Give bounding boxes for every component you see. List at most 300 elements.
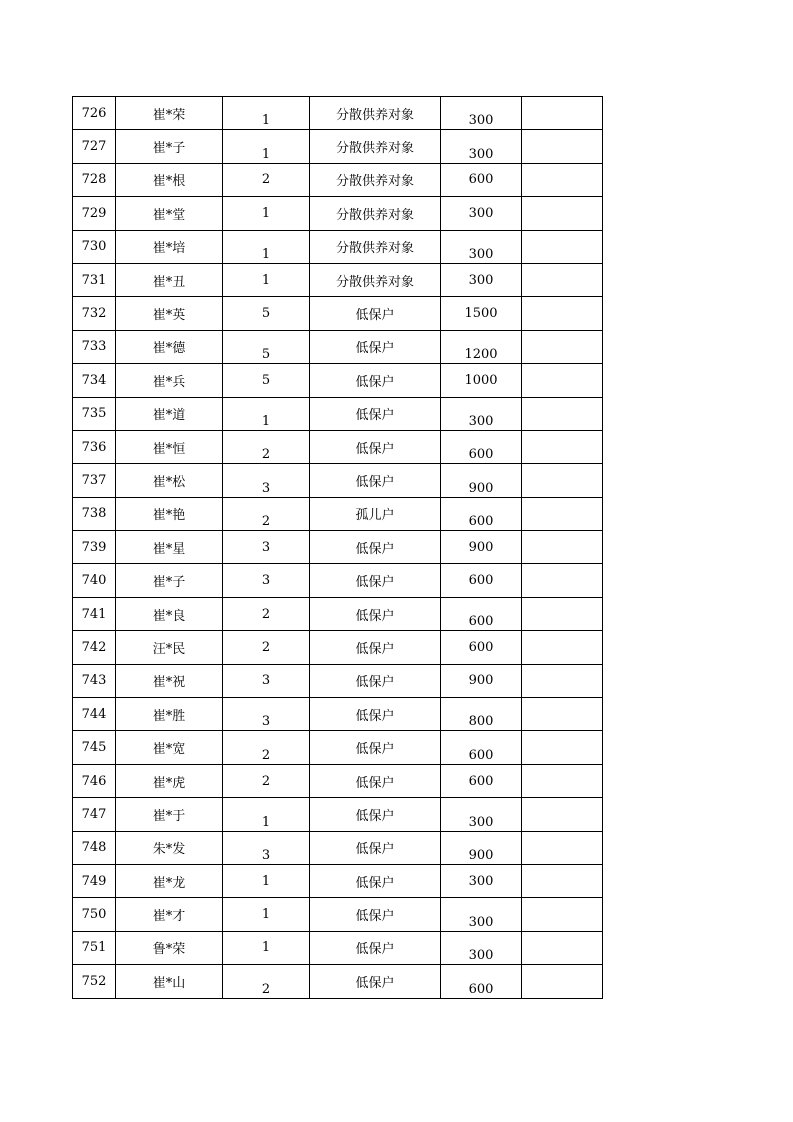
table-row [73,965,603,998]
amount-text: 300 [468,113,494,129]
blank-cell [522,464,603,497]
category-text: 低保户 [355,842,395,858]
category-cell [310,263,441,296]
name-cell [116,564,223,597]
name-text: 汪*民 [152,641,186,657]
name-text: 崔*良 [152,608,186,624]
table-row [73,397,603,430]
amount-cell [441,263,522,296]
category-text: 低保户 [355,875,395,891]
blank-cell [522,364,603,397]
blank-cell [522,597,603,630]
category-cell [310,631,441,664]
name-text: 崔*于 [152,808,186,824]
row-index-text: 752 [81,973,107,989]
amount-cell [441,698,522,731]
amount-text: 600 [468,447,494,463]
category-cell [310,430,441,463]
household-count-cell [223,931,310,964]
row-index-cell [73,831,116,864]
category-cell [310,898,441,931]
name-cell [116,764,223,797]
household-count-text: 5 [261,306,271,322]
household-count-cell [223,397,310,430]
household-count-text: 3 [261,847,271,863]
household-count-cell [223,497,310,530]
household-count-text: 1 [261,413,271,429]
category-text: 低保户 [355,541,395,557]
category-cell [310,698,441,731]
amount-text: 300 [468,272,494,288]
household-count-text: 3 [261,714,271,730]
name-text: 崔*德 [152,341,186,357]
name-text: 崔*子 [152,575,186,591]
amount-text: 300 [468,246,494,262]
household-count-cell [223,364,310,397]
amount-cell [441,764,522,797]
category-text: 分散供养对象 [335,141,414,157]
amount-cell [441,330,522,363]
name-cell [116,297,223,330]
household-count-text: 1 [261,907,271,923]
amount-text: 300 [468,413,494,429]
row-index-text: 734 [81,372,107,388]
name-text: 崔*龙 [152,875,186,891]
row-index-cell [73,931,116,964]
category-text: 低保户 [355,641,395,657]
category-text: 分散供养对象 [335,107,414,123]
category-text: 分散供养对象 [335,274,414,290]
amount-cell [441,798,522,831]
household-count-text: 2 [261,447,271,463]
name-cell [116,464,223,497]
blank-cell [522,698,603,731]
table-row [73,831,603,864]
name-text: 崔*兵 [152,374,186,390]
category-cell [310,163,441,196]
row-index-text: 730 [81,239,107,255]
row-index-text: 729 [81,205,107,221]
row-index-cell [73,597,116,630]
table-row [73,597,603,630]
category-cell [310,330,441,363]
category-cell [310,564,441,597]
blank-cell [522,197,603,230]
name-cell [116,664,223,697]
amount-text: 600 [468,614,494,630]
amount-cell [441,197,522,230]
name-text: 崔*松 [152,474,186,490]
category-cell [310,297,441,330]
table-row [73,364,603,397]
amount-cell [441,731,522,764]
table-row [73,97,603,130]
amount-text: 600 [468,514,494,530]
row-index-cell [73,297,116,330]
amount-cell [441,597,522,630]
household-count-text: 2 [261,747,271,763]
category-cell [310,798,441,831]
row-index-text: 751 [81,940,107,956]
household-count-cell [223,263,310,296]
table-row [73,698,603,731]
category-cell [310,731,441,764]
table-row [73,263,603,296]
household-count-cell [223,965,310,998]
blank-cell [522,430,603,463]
row-index-text: 740 [81,573,107,589]
name-text: 崔*子 [152,141,186,157]
blank-cell [522,564,603,597]
amount-cell [441,297,522,330]
name-text: 崔*道 [152,408,186,424]
table-row [73,197,603,230]
row-index-cell [73,197,116,230]
row-index-cell [73,965,116,998]
row-index-cell [73,798,116,831]
name-cell [116,798,223,831]
row-index-cell [73,97,116,130]
blank-cell [522,531,603,564]
name-cell [116,597,223,630]
row-index-text: 746 [81,773,107,789]
amount-text: 900 [468,539,494,555]
amount-text: 1500 [464,306,498,322]
category-text: 低保户 [355,742,395,758]
household-count-cell [223,664,310,697]
amount-text: 600 [468,573,494,589]
category-cell [310,764,441,797]
household-count-text: 3 [261,539,271,555]
category-text: 低保户 [355,374,395,390]
household-count-cell [223,831,310,864]
name-text: 崔*祝 [152,675,186,691]
name-text: 崔*恒 [152,441,186,457]
category-text: 低保户 [355,474,395,490]
amount-text: 300 [468,146,494,162]
row-index-text: 748 [81,840,107,856]
blank-cell [522,397,603,430]
row-index-cell [73,564,116,597]
amount-cell [441,831,522,864]
blank-cell [522,497,603,530]
category-text: 分散供养对象 [335,174,414,190]
amount-cell [441,931,522,964]
household-count-text: 1 [261,814,271,830]
table-row [73,731,603,764]
household-count-text: 2 [261,773,271,789]
blank-cell [522,731,603,764]
amount-cell [441,564,522,597]
household-count-cell [223,564,310,597]
blank-cell [522,831,603,864]
name-text: 崔*英 [152,308,186,324]
row-index-cell [73,464,116,497]
blank-cell [522,965,603,998]
row-index-text: 733 [81,339,107,355]
row-index-text: 749 [81,873,107,889]
row-index-cell [73,130,116,163]
amount-cell [441,864,522,897]
category-cell [310,597,441,630]
amount-cell [441,464,522,497]
household-count-text: 2 [261,514,271,530]
name-text: 崔*才 [152,909,186,925]
category-text: 低保户 [355,341,395,357]
row-index-cell [73,497,116,530]
row-index-text: 742 [81,639,107,655]
row-index-text: 743 [81,673,107,689]
table-row [73,531,603,564]
row-index-text: 728 [81,172,107,188]
amount-cell [441,898,522,931]
category-text: 低保户 [355,408,395,424]
row-index-cell [73,731,116,764]
name-text: 崔*荣 [152,107,186,123]
category-cell [310,497,441,530]
row-index-text: 731 [81,272,107,288]
amount-text: 900 [468,847,494,863]
category-cell [310,364,441,397]
blank-cell [522,97,603,130]
category-text: 孤儿户 [355,508,395,524]
household-count-cell [223,597,310,630]
name-cell [116,397,223,430]
table-row [73,564,603,597]
name-cell [116,130,223,163]
row-index-text: 747 [81,806,107,822]
row-index-text: 736 [81,439,107,455]
category-cell [310,965,441,998]
blank-cell [522,798,603,831]
household-count-text: 2 [261,172,271,188]
category-text: 低保户 [355,575,395,591]
row-index-text: 726 [81,105,107,121]
amount-text: 1000 [464,372,498,388]
name-cell [116,97,223,130]
household-count-cell [223,531,310,564]
category-cell [310,230,441,263]
name-cell [116,531,223,564]
row-index-cell [73,664,116,697]
category-text: 低保户 [355,441,395,457]
name-cell [116,497,223,530]
blank-cell [522,631,603,664]
table-row [73,931,603,964]
amount-cell [441,97,522,130]
row-index-text: 741 [81,606,107,622]
name-text: 崔*培 [152,241,186,257]
name-cell [116,631,223,664]
category-text: 低保户 [355,975,395,991]
blank-cell [522,664,603,697]
amount-cell [441,497,522,530]
table-row [73,163,603,196]
blank-cell [522,263,603,296]
row-index-text: 737 [81,472,107,488]
category-cell [310,831,441,864]
household-count-text: 3 [261,673,271,689]
name-text: 崔*艳 [152,508,186,524]
row-index-text: 745 [81,740,107,756]
table-row [73,898,603,931]
name-text: 崔*星 [152,541,186,557]
row-index-cell [73,397,116,430]
name-text: 崔*宽 [152,742,186,758]
category-text: 分散供养对象 [335,207,414,223]
row-index-cell [73,163,116,196]
amount-cell [441,664,522,697]
table-body [73,97,603,999]
category-text: 低保户 [355,308,395,324]
name-text: 崔*山 [152,975,186,991]
amount-cell [441,965,522,998]
household-count-cell [223,698,310,731]
row-index-cell [73,330,116,363]
amount-text: 600 [468,639,494,655]
name-text: 崔*虎 [152,775,186,791]
table-row [73,230,603,263]
blank-cell [522,163,603,196]
amount-cell [441,397,522,430]
row-index-text: 739 [81,539,107,555]
row-index-cell [73,230,116,263]
blank-cell [522,330,603,363]
category-cell [310,197,441,230]
amount-cell [441,163,522,196]
name-cell [116,831,223,864]
row-index-text: 738 [81,506,107,522]
name-cell [116,197,223,230]
category-text: 低保户 [355,608,395,624]
table-row [73,430,603,463]
name-cell [116,731,223,764]
name-cell [116,364,223,397]
category-text: 低保户 [355,708,395,724]
household-count-cell [223,464,310,497]
name-cell [116,163,223,196]
amount-text: 300 [468,948,494,964]
name-cell [116,698,223,731]
table-row [73,631,603,664]
name-cell [116,330,223,363]
amount-text: 300 [468,205,494,221]
household-count-cell [223,864,310,897]
amount-cell [441,130,522,163]
category-cell [310,931,441,964]
blank-cell [522,864,603,897]
household-count-cell [223,230,310,263]
household-count-text: 1 [261,146,271,162]
amount-text: 300 [468,814,494,830]
table-row [73,130,603,163]
name-cell [116,898,223,931]
row-index-text: 735 [81,406,107,422]
household-count-text: 3 [261,573,271,589]
table-row [73,798,603,831]
household-count-cell [223,898,310,931]
household-count-cell [223,197,310,230]
household-count-text: 2 [261,606,271,622]
amount-text: 800 [468,714,494,730]
blank-cell [522,297,603,330]
amount-text: 900 [468,673,494,689]
amount-text: 300 [468,914,494,930]
amount-text: 300 [468,873,494,889]
household-count-cell [223,764,310,797]
category-cell [310,130,441,163]
household-count-cell [223,297,310,330]
household-count-text: 5 [261,372,271,388]
household-count-text: 5 [261,347,271,363]
name-cell [116,230,223,263]
name-text: 崔*胜 [152,708,186,724]
table-row [73,864,603,897]
row-index-cell [73,364,116,397]
amount-cell [441,430,522,463]
household-count-cell [223,97,310,130]
household-count-cell [223,130,310,163]
blank-cell [522,230,603,263]
name-cell [116,263,223,296]
blank-cell [522,898,603,931]
row-index-text: 727 [81,139,107,155]
row-index-cell [73,263,116,296]
amount-text: 900 [468,480,494,496]
category-text: 低保户 [355,808,395,824]
table-row [73,497,603,530]
amount-text: 600 [468,773,494,789]
name-cell [116,931,223,964]
household-count-cell [223,798,310,831]
household-count-cell [223,631,310,664]
blank-cell [522,931,603,964]
name-text: 鲁*荣 [152,942,186,958]
category-cell [310,464,441,497]
category-text: 低保户 [355,675,395,691]
row-index-cell [73,864,116,897]
category-cell [310,864,441,897]
blank-cell [522,764,603,797]
table-row [73,330,603,363]
category-cell [310,397,441,430]
blank-cell [522,130,603,163]
name-text: 崔*丑 [152,274,186,290]
row-index-cell [73,430,116,463]
category-text: 低保户 [355,775,395,791]
household-count-text: 1 [261,205,271,221]
household-count-cell [223,330,310,363]
beneficiary-table [72,96,603,999]
category-cell [310,664,441,697]
amount-cell [441,364,522,397]
amount-cell [441,531,522,564]
name-cell [116,430,223,463]
category-text: 分散供养对象 [335,241,414,257]
table-row [73,464,603,497]
row-index-cell [73,764,116,797]
household-count-cell [223,163,310,196]
household-count-text: 1 [261,246,271,262]
household-count-text: 1 [261,113,271,129]
name-text: 崔*堂 [152,207,186,223]
household-count-cell [223,731,310,764]
category-text: 低保户 [355,909,395,925]
household-count-text: 3 [261,480,271,496]
household-count-text: 2 [261,981,271,997]
table-row [73,297,603,330]
row-index-cell [73,531,116,564]
